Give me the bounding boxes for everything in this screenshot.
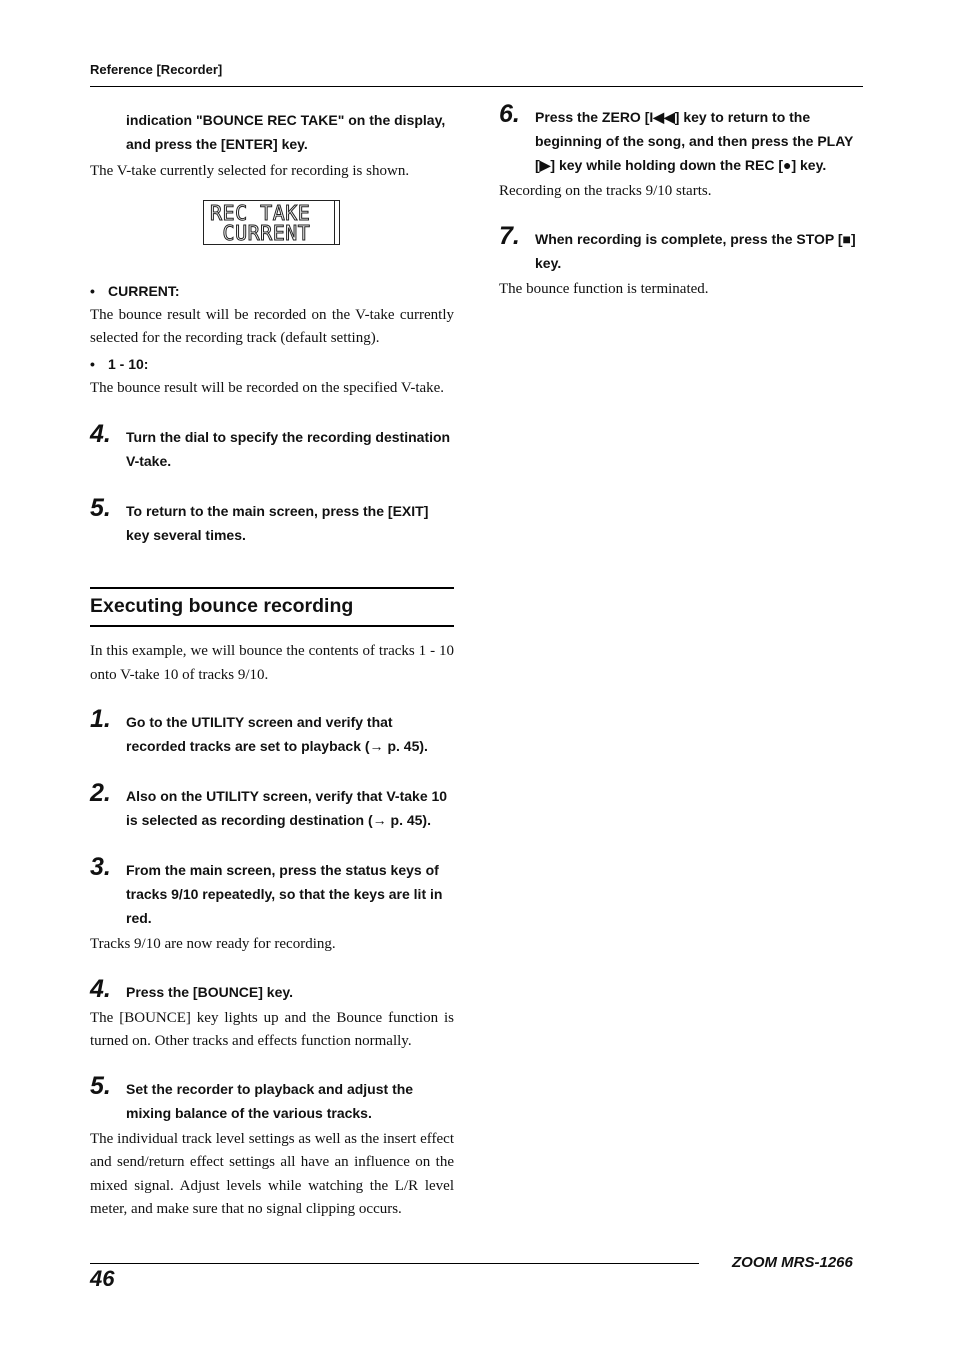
step-4-note: The [BOUNCE] key lights up and the Bounce function is turned on. Other tracks and effects function normally. [90,1009,454,1049]
step-number: 6. [499,100,520,128]
section-title: Executing bounce recording [90,595,354,617]
step-2 [90,779,454,832]
step-text: Press the [BOUNCE] key. [126,983,294,1000]
section-intro: In this example, we will bounce the contents of tracks 1 - 10 onto V-take 10 of tracks 9/10. [90,643,454,683]
bullet-dot: • [90,282,95,299]
step-text: Turn the dial to specify the recording destination V-take. [126,429,451,469]
bullet-current-desc: The bounce result will be recorded on the V-take currently selected for the recording track (default setting). [90,306,454,346]
left-column [90,108,454,1222]
step-7-note: The bounce function is terminated. [499,280,709,297]
step-text: Press the ZERO [I◀◀] key to return to the beginning of the song, and then press the PLAY [▶] key while holding down the REC [●] key. [535,109,854,173]
step-5-note: The individual track level settings as well as the insert effect and send/return effect settings all have an influence on the mixed signal. Adjust levels while watching the L/R level meter, and make sure that no signal clipping occurs. [90,1130,454,1217]
lcd-line-2: CURRENT [210,220,311,245]
step-3-note: Tracks 9/10 are now ready for recording. [90,936,336,952]
footer-rule [90,1263,699,1264]
step-text: From the main screen, press the status keys of tracks 9/10 repeatedly, so that the keys are lit in red. [126,862,443,926]
step-number: 7. [499,221,520,250]
step-6-note: Recording on the tracks 9/10 starts. [499,183,712,199]
step-5-exit [90,494,454,547]
footer-brand: ZOOM MRS-1266 [732,1254,853,1271]
step-number: 4. [90,974,111,1003]
page-number: 46 [90,1266,115,1291]
vtake-shown-text: The V-take currently selected for recording is shown. [90,163,410,179]
step-number: 3. [90,853,111,881]
continuation-line-1: indication "BOUNCE REC TAKE" on the display, [126,112,446,128]
lcd-line-1: REC TAKE [210,200,311,225]
header-rule [90,86,863,87]
step-6 [499,100,863,177]
step-number: 2. [90,779,111,807]
bullet-dot: • [90,355,95,372]
step-3 [90,853,454,930]
step-4-dial [90,420,454,473]
step-text: When recording is complete, press the STOP [■] key. [535,230,856,271]
bullet-range-desc: The bounce result will be recorded on the specified V-take. [90,379,445,396]
step-5-mixing [90,1071,454,1125]
step-text: Set the recorder to playback and adjust the mixing balance of the various tracks. [126,1080,414,1121]
section-header [90,587,454,627]
continuation-line-2: and press the [ENTER] key. [126,136,308,152]
step-text: Also on the UTILITY screen, verify that V-take 10 is selected as recording destination (→ p. 45). [126,788,448,828]
step-text: Go to the UTILITY screen and verify that recorded tracks are set to playback (→ p. 45). [126,714,428,754]
step-number: 5. [90,1071,111,1100]
header-section-label: Reference [Recorder] [90,62,223,77]
step-7 [499,221,863,275]
bullet-current-label: CURRENT: [108,282,180,299]
bullet-range [90,353,454,375]
step-number: 4. [90,420,111,448]
step-4-bounce [90,974,454,1004]
lcd-display [203,200,340,245]
step-continuation [90,108,454,156]
step-1 [90,705,454,758]
step-number: 1. [90,705,111,733]
right-column [499,101,863,301]
step-text: To return to the main screen, press the [EXIT] key several times. [126,503,429,543]
step-number: 5. [90,494,111,522]
bullet-current [90,280,454,302]
bullet-range-label: 1 - 10: [108,355,149,372]
